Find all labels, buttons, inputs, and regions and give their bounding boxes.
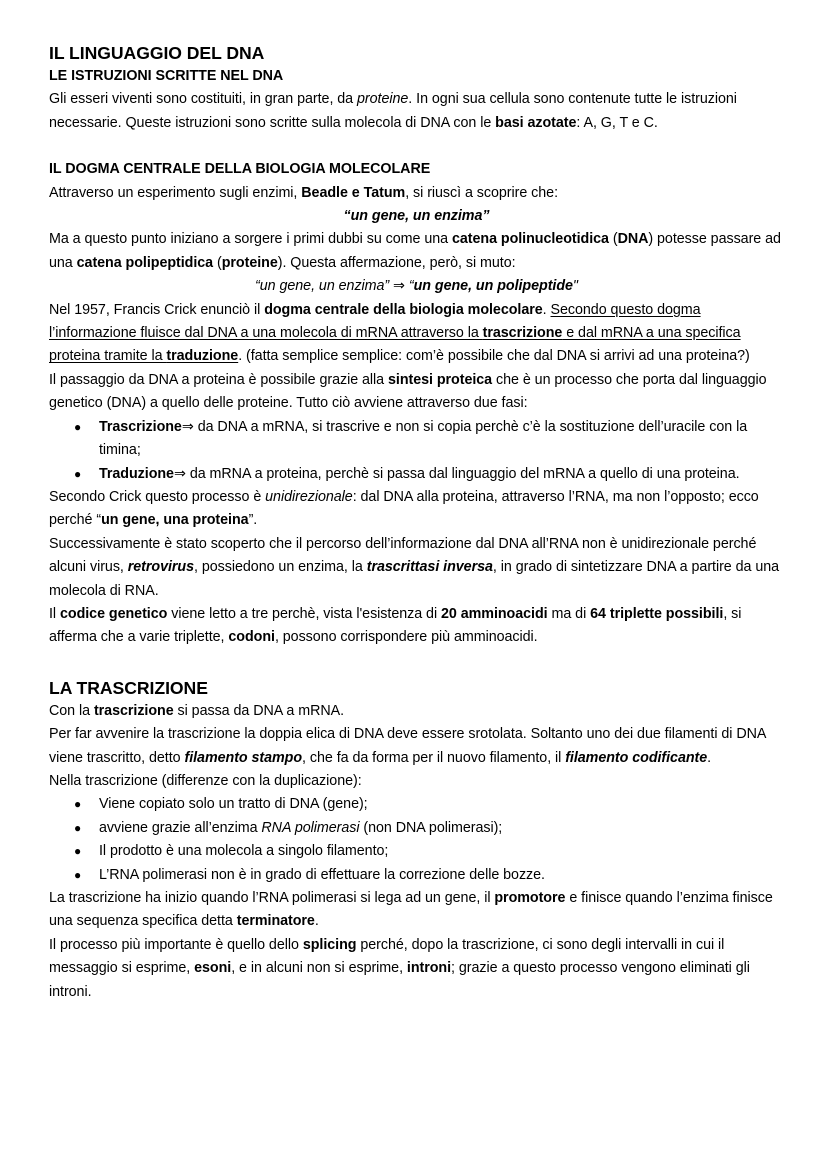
text-run: ma di xyxy=(547,605,591,622)
paragraph xyxy=(49,88,784,135)
emphasis-text: retrovirus xyxy=(127,559,195,576)
bullet-icon: ● xyxy=(74,419,82,434)
text-run: , possono corrispondere più amminoacidi. xyxy=(274,629,538,646)
emphasis-text: trascrizione xyxy=(93,702,174,719)
text-run: Successivamente è stato scoperto che il percorso dell’informazione dal DNA all’RNA non è unidirezionale perché alcuni virus, xyxy=(49,535,757,576)
bullet-list xyxy=(49,793,784,887)
text-run: , possiedono un enzima, la xyxy=(194,559,367,576)
text-run: ) potesse passare ad una xyxy=(49,231,781,271)
section-istruzioni xyxy=(49,65,784,135)
bullet-icon: ● xyxy=(74,844,82,859)
document-title: IL LINGUAGGIO DEL DNA xyxy=(49,43,265,63)
text-run: (non DNA polimerasi); xyxy=(359,819,503,836)
emphasis-text: un gene, un polipeptide xyxy=(413,278,573,295)
list-item xyxy=(74,793,784,816)
text-run: ; grazie a questo processo vengono eliminati gli introni. xyxy=(49,960,750,1000)
emphasis-text: splicing xyxy=(302,936,357,953)
text-run: , si afferma che a varie triplette, xyxy=(49,605,742,646)
list-item xyxy=(74,864,784,887)
section-heading: LE ISTRUZIONI SCRITTE NEL DNA xyxy=(49,68,284,84)
text-run: Il prodotto è una molecola a singolo filamento; xyxy=(99,843,389,860)
list-item xyxy=(74,840,784,863)
centered-quote xyxy=(49,275,784,298)
emphasis-text: sintesi proteica xyxy=(388,371,493,388)
text-run: La trascrizione ha inizio quando l’RNA polimerasi si lega ad un gene, il xyxy=(49,890,495,906)
emphasis-text: proteine xyxy=(357,91,409,108)
bullet-icon: ● xyxy=(74,820,82,835)
emphasis-text: un gene, una proteina xyxy=(101,512,249,529)
text-run: . In ogni sua cellula sono contenute tutte le istruzioni necessarie. Queste istruzioni sono scritte sulla molecola di DNA con le xyxy=(49,91,737,131)
bullet-icon: ● xyxy=(74,797,82,812)
text-run: , si riuscì a scoprire che: xyxy=(405,184,558,201)
text-run: e finisce quando l’enzima finisce una sequenza specifica detta xyxy=(49,890,773,930)
text-run: ( xyxy=(213,254,222,271)
emphasis-text: Traduzione xyxy=(99,465,174,482)
text-run: avviene grazie all’enzima xyxy=(99,819,262,836)
text-run: ⇒ da DNA a mRNA, si trascrive e non si copia perchè c’è la sostituzione dell’uracile con la timina; xyxy=(99,418,748,459)
emphasis-text: Secondo questo dogma l’informazione fluisce dal DNA a una molecola di mRNA attraverso la xyxy=(49,301,701,342)
emphasis-text: unidirezionale xyxy=(265,488,353,505)
text-run: . (fatta semplice semplice: com’è possibile che dal DNA si arrivi ad una proteina?) xyxy=(238,348,750,365)
text-run: Il passaggio da DNA a proteina è possibile grazie alla xyxy=(49,371,388,388)
paragraph xyxy=(49,228,784,275)
emphasis-text: traduzione xyxy=(166,348,239,365)
text-run: perché, dopo la trascrizione, ci sono degli intervalli in cui il messaggio si esprime, xyxy=(49,936,725,977)
emphasis-text: Trascrizione xyxy=(99,418,182,435)
text-run: . xyxy=(314,913,319,930)
text-run: viene letto a tre perchè, vista l'esistenza di xyxy=(167,605,441,622)
bullet-list xyxy=(49,416,784,486)
section-dogma xyxy=(49,158,784,650)
text-run: Nella trascrizione (differenze con la duplicazione): xyxy=(49,772,362,789)
emphasis-text: catena polipeptidica xyxy=(76,254,214,271)
emphasis-text: promotore xyxy=(494,890,566,906)
paragraph xyxy=(49,533,784,603)
emphasis-text: 20 amminoacidi xyxy=(441,605,548,622)
emphasis-text: introni xyxy=(406,960,452,977)
emphasis-text: trascrizione xyxy=(482,325,563,342)
text-run: . xyxy=(707,749,712,766)
section-spacer xyxy=(49,650,784,676)
text-run: Ma a questo punto iniziano a sorgere i primi dubbi su come una xyxy=(49,231,452,248)
centered-quote xyxy=(49,205,784,228)
paragraph xyxy=(49,299,784,369)
text-run: Per far avvenire la trascrizione la doppia elica di DNA deve essere srotolata. Soltanto uno dei due filamenti di DNA viene trascritto, detto xyxy=(49,726,766,766)
emphasis-text: RNA polimerasi xyxy=(261,819,360,836)
paragraph xyxy=(49,700,784,723)
text-run: : A, G, T e C. xyxy=(576,114,658,131)
text-run: che è un processo che porta dal linguaggio genetico (DNA) a quello delle proteine. Tutto ciò avviene attraverso due fasi: xyxy=(49,371,767,412)
text-run: Con la xyxy=(49,702,94,719)
emphasis-text: proteine xyxy=(221,254,278,271)
paragraph xyxy=(49,182,784,205)
paragraph xyxy=(49,887,784,934)
document-page xyxy=(49,40,784,1004)
text-run: ”. xyxy=(248,512,258,529)
emphasis-text: esoni xyxy=(194,960,232,977)
text-run: : dal DNA alla proteina, attraverso l’RNA, ma non l’opposto; ecco perché “ xyxy=(49,488,759,529)
section-heading: IL DOGMA CENTRALE DELLA BIOLOGIA MOLECOLARE xyxy=(49,161,431,178)
text-run: Attraverso un esperimento sugli enzimi, xyxy=(49,184,302,201)
emphasis-text: " xyxy=(572,278,578,295)
paragraph xyxy=(49,603,784,650)
emphasis-text: codice genetico xyxy=(59,605,168,622)
paragraph xyxy=(49,723,784,770)
list-item xyxy=(74,463,784,486)
section-spacer xyxy=(49,135,784,158)
section-trascrizione xyxy=(49,676,784,1004)
emphasis-text: codoni xyxy=(228,629,275,646)
emphasis-text: trascrittasi inversa xyxy=(366,559,493,576)
paragraph xyxy=(49,770,784,793)
text-run: Il processo più importante è quello dello xyxy=(49,936,303,953)
text-run: Gli esseri viventi sono costituiti, in gran parte, da xyxy=(49,91,358,108)
emphasis-text: e dal mRNA a una specifica proteina tramite la xyxy=(49,325,741,365)
document-body xyxy=(49,65,784,1004)
text-run: Il xyxy=(49,605,60,622)
paragraph xyxy=(49,369,784,416)
text-run: ⇒ da mRNA a proteina, perchè si passa dal linguaggio del mRNA a quello di una proteina. xyxy=(173,465,740,482)
emphasis-text: DNA xyxy=(617,231,649,248)
text-run: ). Questa affermazione, però, si muto: xyxy=(277,254,516,271)
text-run: ( xyxy=(608,231,618,248)
text-run: . xyxy=(542,301,551,318)
list-item xyxy=(74,817,784,840)
emphasis-text: filamento stampo xyxy=(184,749,303,766)
text-run: Secondo Crick questo processo è xyxy=(49,488,266,505)
paragraph xyxy=(49,934,784,1004)
text-run: si passa da DNA a mRNA. xyxy=(173,702,345,719)
emphasis-text: “un gene, un enzima” xyxy=(343,208,490,225)
emphasis-text: “un gene, un enzima” ⇒ “ xyxy=(255,278,414,295)
text-run: Nel 1957, Francis Crick enunciò il xyxy=(49,301,265,318)
text-run: , che fa da forma per il nuovo filamento, il xyxy=(302,749,566,766)
text-run: Viene copiato solo un tratto di DNA (gene); xyxy=(99,796,368,813)
bullet-icon: ● xyxy=(74,466,82,481)
emphasis-text: basi azotate xyxy=(495,114,577,131)
list-item xyxy=(74,416,784,463)
text-run: , e in alcuni non si esprime, xyxy=(231,960,407,977)
emphasis-text: catena polinucleotidica xyxy=(451,231,609,248)
section-heading: LA TRASCRIZIONE xyxy=(49,677,208,698)
emphasis-text: 64 triplette possibili xyxy=(590,605,724,622)
emphasis-text: terminatore xyxy=(236,913,315,930)
emphasis-text: Beadle e Tatum xyxy=(301,184,406,201)
emphasis-text: dogma centrale della biologia molecolare xyxy=(264,301,543,318)
paragraph xyxy=(49,486,784,533)
emphasis-text: filamento codificante xyxy=(565,749,708,766)
text-run: L’RNA polimerasi non è in grado di effettuare la correzione delle bozze. xyxy=(99,866,545,883)
bullet-icon: ● xyxy=(74,867,82,882)
text-run: , in grado di sintetizzare DNA a partire da una molecola di RNA. xyxy=(49,559,780,599)
